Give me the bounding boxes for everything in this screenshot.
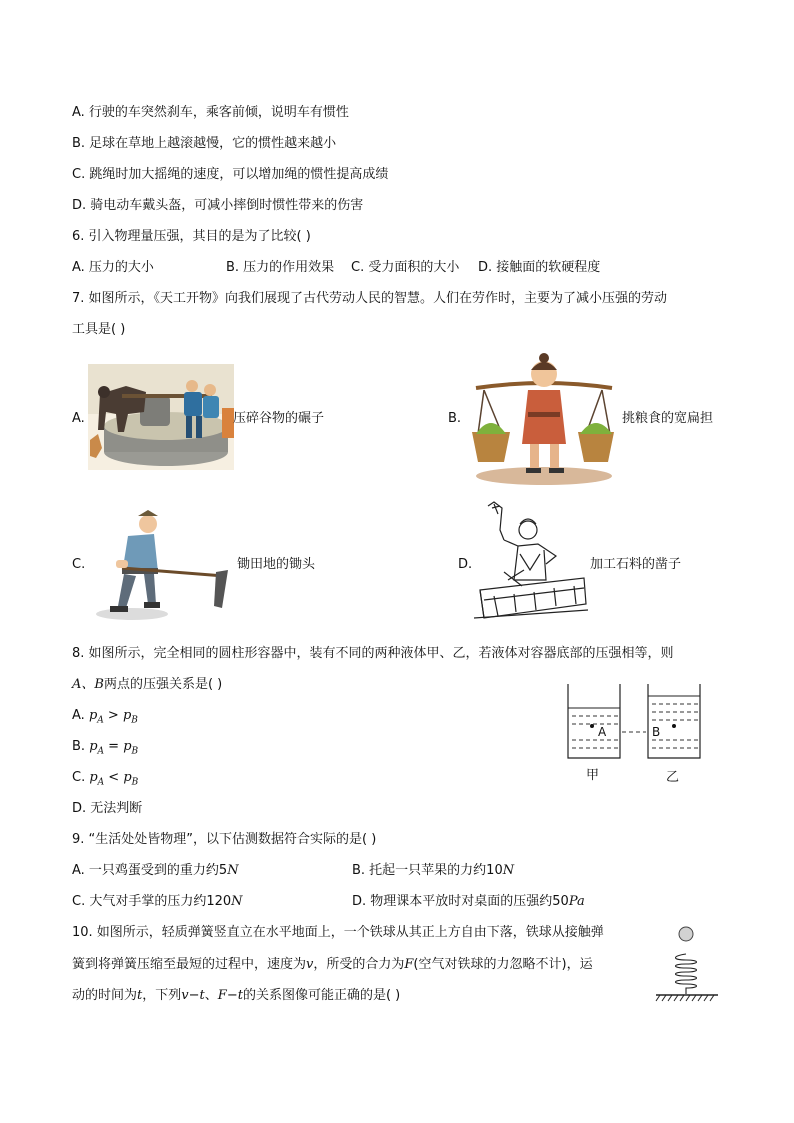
q7-b-letter: B. [448, 411, 462, 426]
chisel-image [474, 500, 588, 624]
q8-stem-line2-text: 两点的压强关系是( ) [103, 677, 223, 692]
q7-a-text: 压碎谷物的碾子 [233, 411, 325, 426]
q10-line2: 簧到将弹簧压缩至最短的过程中，速度为v，所受的合力为F(空气对铁球的力忽略不计)，运 [72, 957, 593, 972]
q7-stem-line2: 工具是( ) [72, 322, 126, 337]
q6-option-c: C. 受力面积的大小 [351, 260, 460, 275]
containers-figure [560, 680, 710, 790]
q8-stem-line1: 8. 如图所示，完全相同的圆柱形容器中，装有不同的两种液体甲、乙，若液体对容器底部的压强相等，则 [72, 646, 674, 661]
q6-stem: 6. 引入物理量压强，其目的是为了比较( ) [72, 229, 311, 244]
shoulder-pole-image [472, 352, 614, 486]
q8-option-c: C. $p_A < p_B$ [72, 770, 139, 788]
q6-option-a: A. 压力的大小 [72, 260, 154, 275]
q7-d-text: 加工石料的凿子 [590, 557, 682, 572]
q6-option-d: D. 接触面的软硬程度 [478, 260, 601, 275]
q7-c-letter: C. [72, 557, 86, 572]
hoe-image [92, 506, 234, 624]
q8-option-d: D. 无法判断 [72, 801, 143, 816]
q7-b-text: 挑粮食的宽扁担 [622, 411, 714, 426]
q7-c-text: 锄田地的锄头 [237, 557, 316, 572]
q9-option-d: D. 物理课本平放时对桌面的压强约50Pa [352, 894, 585, 909]
q9-option-c: C. 大气对手掌的压力约120N [72, 894, 243, 909]
q5-option-a: A. 行驶的车突然刹车，乘客前倾，说明车有惯性 [72, 105, 349, 120]
millstone-image [88, 364, 234, 470]
fig-label-b: B [652, 725, 661, 739]
fig-caption-left: 甲 [586, 768, 600, 783]
q8-stem-line2 [72, 677, 222, 693]
fig-caption-right: 乙 [666, 770, 680, 785]
q7-stem-line1: 7. 如图所示，《天工开物》向我们展现了古代劳动人民的智慧。人们在劳作时，主要为了减小压强的劳动 [72, 291, 668, 306]
fig-label-a: A [598, 725, 607, 739]
q9-stem: 9. “生活处处皆物理”，以下估测数据符合实际的是( ) [72, 832, 377, 847]
q9-option-b: B. 托起一只苹果的力约10N [352, 863, 515, 878]
q5-option-b: B. 足球在草地上越滚越慢，它的惯性越来越小 [72, 136, 337, 151]
q10-line1: 10. 如图所示，轻质弹簧竖直立在水平地面上，一个铁球从其正上方自由下落，铁球从接触弹 [72, 925, 604, 940]
q7-a-letter: A. [72, 411, 85, 426]
q8-option-b: B. $p_A = p_B$ [72, 739, 139, 757]
q10-line3: 动的时间为t，下列v−t、F−t的关系图像可能正确的是( ) [72, 988, 401, 1003]
q8-option-a: A. $p_A > p_B$ [72, 708, 138, 726]
spring-ball-figure [654, 924, 720, 1004]
q9-option-a: A. 一只鸡蛋受到的重力约5N [72, 863, 239, 878]
q8-points-ab: A、B [72, 677, 104, 692]
q7-d-letter: D. [458, 557, 473, 572]
q5-option-c: C. 跳绳时加大摇绳的速度，可以增加绳的惯性提高成绩 [72, 167, 389, 182]
q5-option-d: D. 骑电动车戴头盔，可减小摔倒时惯性带来的伤害 [72, 198, 364, 213]
q6-option-b: B. 压力的作用效果 [226, 260, 335, 275]
